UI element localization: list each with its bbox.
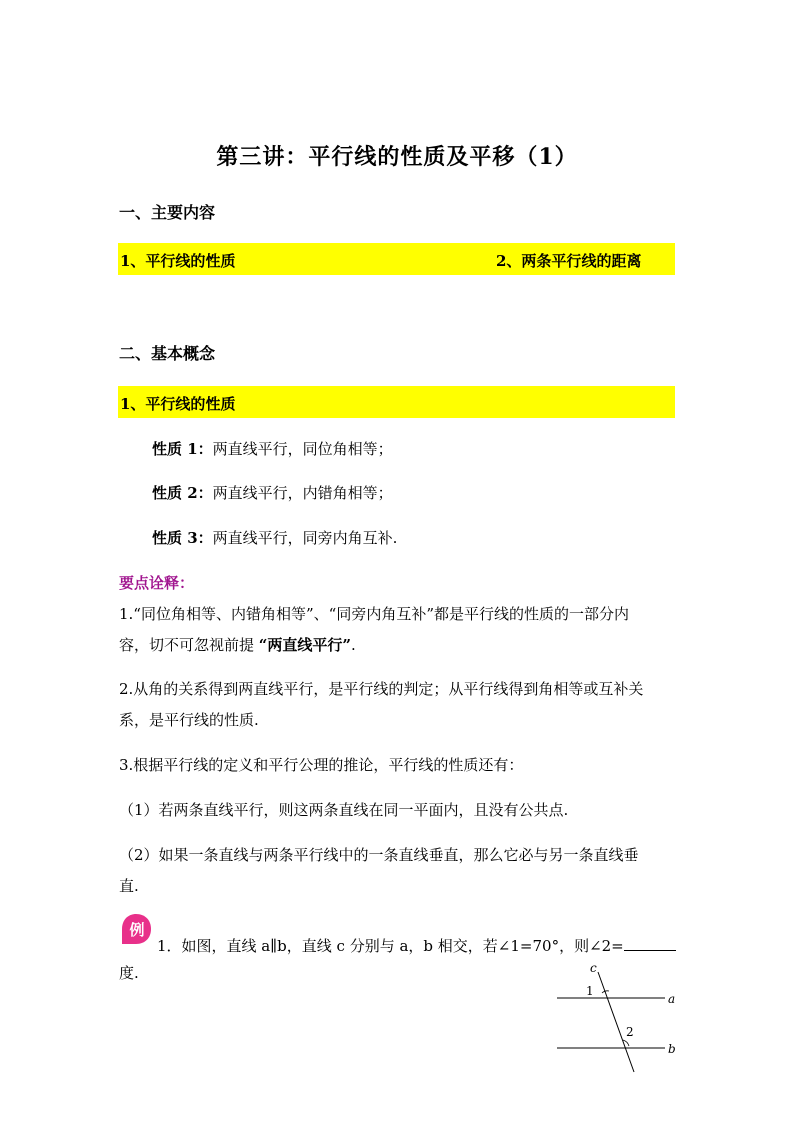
example-badge-text: 例 xyxy=(129,921,145,939)
example-question-line-2: 度. xyxy=(119,964,139,982)
label-c: c xyxy=(590,961,597,975)
parallel-lines-figure xyxy=(550,955,690,1080)
topic-item-1: 1、平行线的性质 xyxy=(120,252,236,270)
note-2-line-2: 系，是平行线的性质. xyxy=(119,711,259,729)
property-2-text: 两直线平行，内错角相等； xyxy=(212,484,393,502)
property-2-label: 性质 2： xyxy=(152,484,213,502)
highlight-bar-topics xyxy=(118,243,675,275)
example-question-line-1 xyxy=(157,935,676,956)
page-title: 第三讲：平行线的性质及平移（1） xyxy=(216,144,578,170)
note-3: 3.根据平行线的定义和平行公理的推论，平行线的性质还有： xyxy=(119,756,524,774)
note-1-emphasis: “两直线平行” xyxy=(258,636,352,654)
example-question-text: 1．如图，直线 a∥b，直线 c 分别与 a，b 相交，若∠1=70°，则∠2= xyxy=(157,937,624,955)
example-badge xyxy=(119,912,153,950)
notes-heading: 要点诠释： xyxy=(119,574,195,592)
property-3-label: 性质 3： xyxy=(152,529,213,547)
property-1 xyxy=(152,438,393,459)
subsection-label: 1、平行线的性质 xyxy=(120,395,236,413)
note-1-text: 容，切不可忽视前提 xyxy=(119,636,259,654)
note-1-line-2 xyxy=(119,634,356,655)
note-5-line-2: 直. xyxy=(119,877,139,895)
note-4: （1）若两条直线平行，则这两条直线在同一平面内，且没有公共点. xyxy=(119,801,569,819)
property-1-label: 性质 1： xyxy=(152,440,213,458)
label-angle-1: 1 xyxy=(586,984,594,998)
example-badge-icon xyxy=(119,912,153,946)
note-1-period: . xyxy=(351,636,356,654)
highlight-bar-parallel-properties xyxy=(118,386,675,418)
property-3-text: 两直线平行，同旁内角互补. xyxy=(212,529,398,547)
answer-blank[interactable] xyxy=(624,936,676,951)
line-c xyxy=(598,972,634,1072)
label-a: a xyxy=(668,992,676,1006)
note-2-line-1: 2.从角的关系得到两直线平行，是平行线的判定；从平行线得到角相等或互补关 xyxy=(119,680,644,698)
note-5-line-1: （2）如果一条直线与两条平行线中的一条直线垂直，那么它必与另一条直线垂 xyxy=(119,846,639,864)
topic-item-2: 2、两条平行线的距离 xyxy=(496,252,642,270)
section-heading-basic-concepts: 二、基本概念 xyxy=(119,344,216,363)
label-angle-2: 2 xyxy=(626,1025,634,1039)
note-1-line-1: 1.“同位角相等、内错角相等”、“同旁内角互补”都是平行线的性质的一部分内 xyxy=(119,605,629,623)
property-3 xyxy=(152,527,397,548)
label-b: b xyxy=(668,1042,676,1056)
property-1-text: 两直线平行，同位角相等； xyxy=(212,440,393,458)
property-2 xyxy=(152,482,393,503)
section-heading-main-content: 一、主要内容 xyxy=(119,203,216,222)
